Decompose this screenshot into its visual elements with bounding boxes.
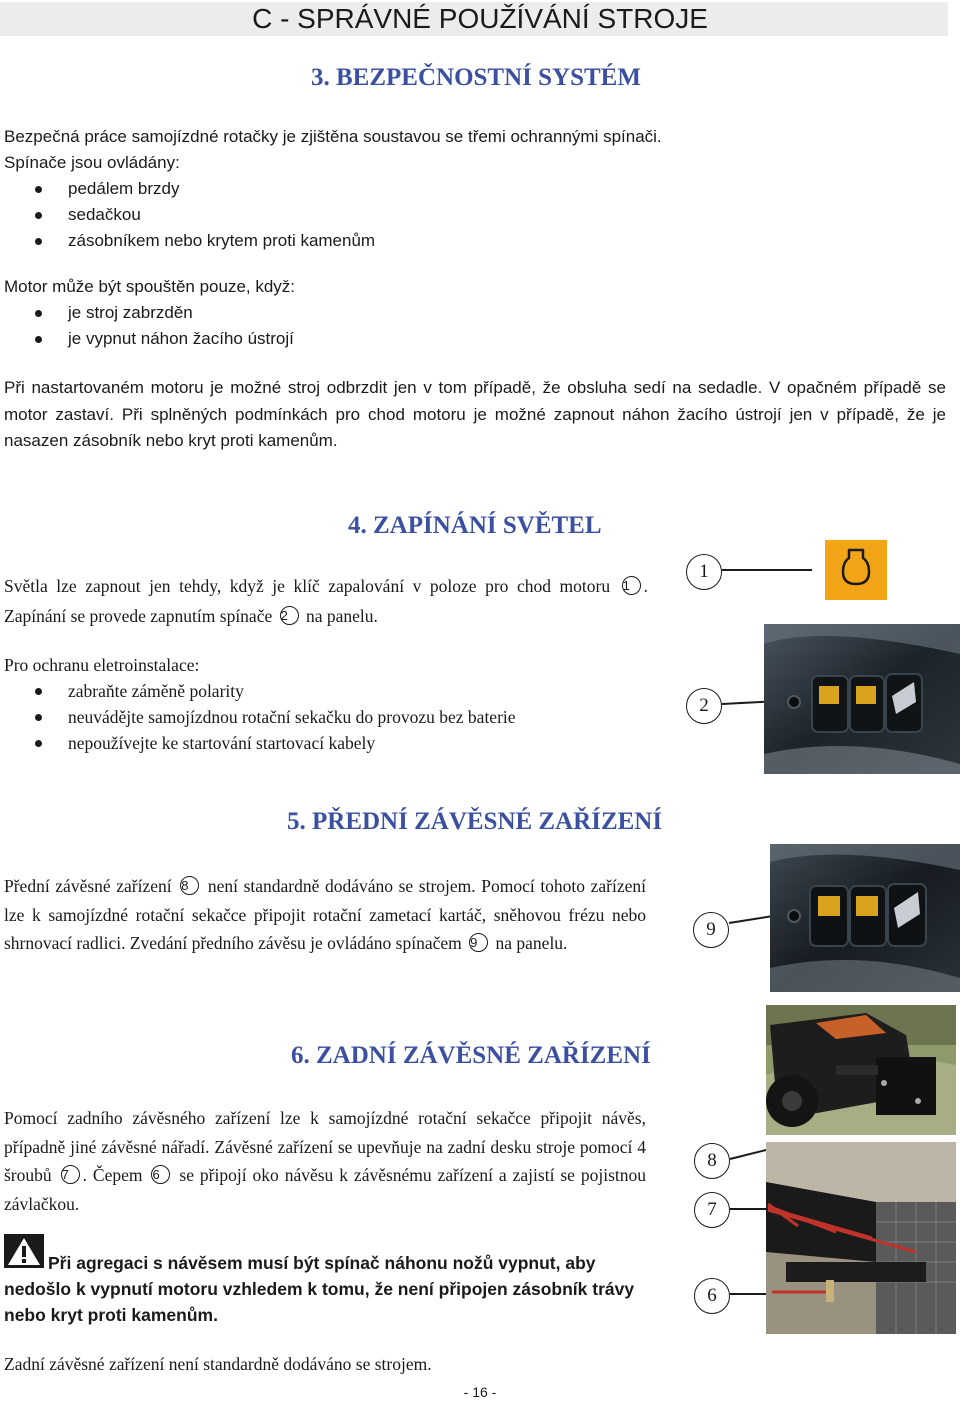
list-item: zabraňte záměně polarity bbox=[0, 678, 516, 704]
callout-8: 8 bbox=[694, 1143, 730, 1179]
callout-7-leader bbox=[730, 1208, 770, 1210]
callout-9: 9 bbox=[693, 912, 729, 948]
ref-6: 6 bbox=[151, 1165, 170, 1184]
key-icon bbox=[825, 540, 887, 600]
ref-8: 8 bbox=[180, 876, 199, 895]
ref-2: 2 bbox=[280, 606, 299, 625]
bullet-icon bbox=[35, 212, 42, 219]
rear-hitch-photo bbox=[766, 1142, 956, 1334]
s3-paragraph: Při nastartovaném motoru je možné stroj odbrzdit jen v tom případě, že obsluha sedí na sedadle. V opačném případě se motor zastaví. Při splněných podmínkách pro chod motoru je možné zapnout náhon žacího ústrojí jen v případě, že je nasazen zásobník nebo kryt proti kamenům. bbox=[4, 378, 946, 450]
s3-controls-list bbox=[0, 176, 375, 254]
list-item: je vypnut náhon žacího ústrojí bbox=[0, 326, 294, 352]
s6-note: Zadní závěsné zařízení není standardně dodáváno se strojem. bbox=[4, 1354, 432, 1374]
switch-panel-photo bbox=[764, 624, 960, 774]
warning-text: Při agregaci s návěsem musí být spínač náhonu nožů vypnut, aby nedošlo k vypnutí motoru vzhledem k tomu, že není připojen zásobník trávy nebo kryt proti kamenům. bbox=[4, 1253, 635, 1325]
document-title: C - SPRÁVNÉ POUŽÍVÁNÍ STROJE bbox=[252, 3, 708, 34]
s3-intro-line2: Spínače jsou ovládány: bbox=[4, 153, 180, 172]
bullet-icon bbox=[35, 238, 42, 245]
s4-protect-list bbox=[0, 678, 516, 756]
section-6-heading: 6. ZADNÍ ZÁVĚSNÉ ZAŘÍZENÍ bbox=[291, 1042, 651, 1069]
list-item: pedálem brzdy bbox=[0, 176, 375, 202]
s5-paragraph: Přední závěsné zařízení 8 není standardně dodáváno se strojem. Pomocí tohoto zařízení lze k samojízdné rotační sekačce připojit rotační zametací kartáč, sněhovou frézu nebo shrnovací radlici. Zvedání předního závěsu je ovládáno spínačem 9 na panelu. bbox=[4, 876, 647, 953]
bullet-icon bbox=[35, 714, 42, 721]
list-item: neuvádějte samojízdnou rotační sekačku do provozu bez baterie bbox=[0, 704, 516, 730]
page-number: - 16 - bbox=[463, 1384, 497, 1400]
list-item: sedačkou bbox=[0, 202, 375, 228]
bullet-icon bbox=[35, 688, 42, 695]
ref-9: 9 bbox=[469, 933, 488, 952]
section-4-heading: 4. ZAPÍNÁNÍ SVĚTEL bbox=[348, 512, 602, 539]
s3-conditions-list bbox=[0, 300, 294, 352]
bullet-icon bbox=[35, 186, 42, 193]
list-item: je stroj zabrzděn bbox=[0, 300, 294, 326]
s3-motor-intro: Motor může být spouštěn pouze, když: bbox=[4, 277, 296, 296]
s3-intro-line1: Bezpečná práce samojízdné rotačky je zjištěna soustavou se třemi ochrannými spínači. bbox=[4, 127, 662, 146]
s4-protect-intro: Pro ochranu eletroinstalace: bbox=[4, 655, 200, 675]
callout-7: 7 bbox=[694, 1192, 730, 1228]
callout-1: 1 bbox=[686, 554, 722, 590]
list-item: zásobníkem nebo krytem proti kamenům bbox=[0, 228, 375, 254]
bullet-icon bbox=[35, 310, 42, 317]
list-item: nepoužívejte ke startování startovací kabely bbox=[0, 730, 516, 756]
ref-1: 1 bbox=[622, 576, 641, 595]
bullet-icon bbox=[35, 740, 42, 747]
callout-1-leader bbox=[722, 569, 812, 571]
ref-7: 7 bbox=[61, 1165, 80, 1184]
section-5-heading: 5. PŘEDNÍ ZÁVĚSNÉ ZAŘÍZENÍ bbox=[287, 808, 663, 835]
s6-paragraph: Pomocí zadního závěsného zařízení lze k samojízdné rotační sekačce připojit návěs, případně jiné závěsné nářadí. Závěsné zařízení se upevňuje na zadní desku stroje pomocí 4 šroubů 7 . Čepem 6 se připojí oko návěsu k závěsnému zařízení a zajistí se pojistnou závlačkou. bbox=[4, 1108, 647, 1214]
front-hitch-photo bbox=[766, 1005, 956, 1135]
front-switch-panel-photo bbox=[770, 844, 960, 992]
s4-paragraph: Světla lze zapnout jen tehdy, když je klíč zapalování v poloze pro chod motoru 1 . Zapínání se provede zapnutím spínače 2 na panelu. bbox=[4, 576, 648, 626]
callout-2: 2 bbox=[686, 688, 722, 724]
section-3-heading: 3. BEZPEČNOSTNÍ SYSTÉM bbox=[311, 64, 641, 91]
callout-6: 6 bbox=[694, 1278, 730, 1314]
bullet-icon bbox=[35, 336, 42, 343]
